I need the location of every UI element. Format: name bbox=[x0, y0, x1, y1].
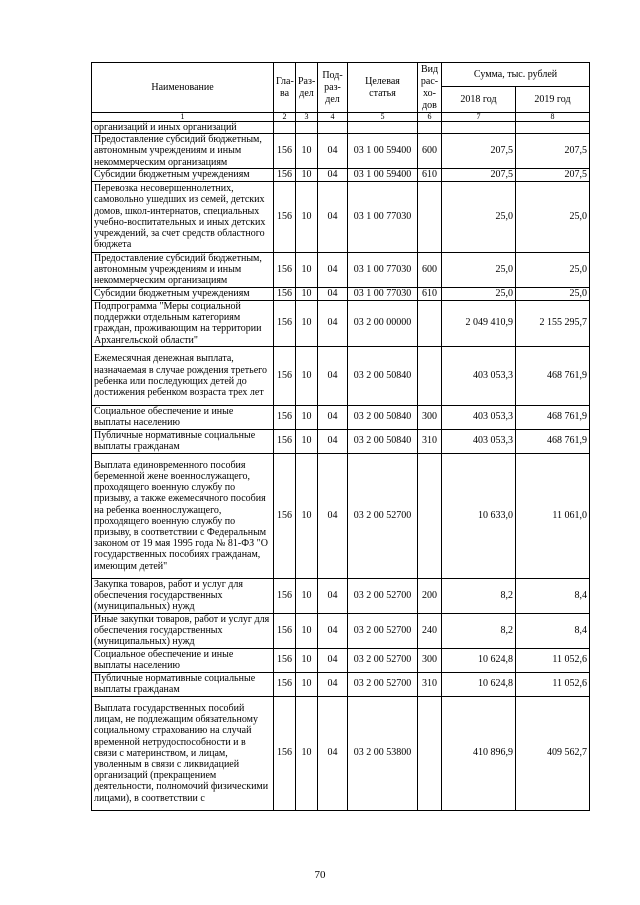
cell-podrazdel: 04 bbox=[318, 287, 348, 300]
cell-2018: 403 053,3 bbox=[442, 405, 516, 429]
column-number: 2 bbox=[274, 113, 296, 122]
table-row bbox=[92, 648, 590, 672]
cell-vid: 600 bbox=[418, 252, 442, 287]
cell-2019: 2 155 295,7 bbox=[516, 300, 590, 346]
column-number: 5 bbox=[348, 113, 418, 122]
table-row bbox=[92, 134, 590, 169]
table-header bbox=[92, 63, 590, 122]
cell-vid: 610 bbox=[418, 168, 442, 181]
cell-2018: 25,0 bbox=[442, 287, 516, 300]
cell-2018 bbox=[442, 122, 516, 134]
cell-vid: 240 bbox=[418, 613, 442, 648]
cell-name: Предоставление субсидий бюджетным, автономным учреждениям и иным некоммерческим организациям bbox=[92, 252, 274, 287]
cell-razdel: 10 bbox=[296, 300, 318, 346]
cell-target: 03 2 00 50840 bbox=[348, 405, 418, 429]
table-row bbox=[92, 613, 590, 648]
cell-vid bbox=[418, 696, 442, 810]
header-vid: Вид рас- хо- дов bbox=[418, 63, 442, 113]
cell-vid bbox=[418, 300, 442, 346]
cell-razdel: 10 bbox=[296, 613, 318, 648]
cell-glava: 156 bbox=[274, 300, 296, 346]
cell-name: Субсидии бюджетным учреждениям bbox=[92, 287, 274, 300]
table-row bbox=[92, 405, 590, 429]
cell-2019: 207,5 bbox=[516, 134, 590, 169]
cell-razdel: 10 bbox=[296, 405, 318, 429]
cell-glava: 156 bbox=[274, 429, 296, 453]
cell-podrazdel: 04 bbox=[318, 134, 348, 169]
table-row bbox=[92, 252, 590, 287]
cell-2019: 8,4 bbox=[516, 613, 590, 648]
cell-name: Субсидии бюджетным учреждениям bbox=[92, 168, 274, 181]
cell-vid bbox=[418, 346, 442, 405]
cell-razdel: 10 bbox=[296, 181, 318, 252]
cell-razdel: 10 bbox=[296, 696, 318, 810]
cell-razdel: 10 bbox=[296, 134, 318, 169]
cell-vid: 600 bbox=[418, 134, 442, 169]
cell-podrazdel: 04 bbox=[318, 300, 348, 346]
cell-target: 03 1 00 77030 bbox=[348, 287, 418, 300]
cell-name: Перевозка несовершеннолетних, самовольно ушедших из семей, детских домов, школ-интернатов, специальных учебно-воспитательных и иных детских учреждений, за счет средств областного бюджета bbox=[92, 181, 274, 252]
cell-name: Социальное обеспечение и иные выплаты населению bbox=[92, 405, 274, 429]
cell-name: Ежемесячная денежная выплата, назначаемая в случае рождения третьего ребенка или последующих детей до достижения ребенком возраста трех лет bbox=[92, 346, 274, 405]
cell-2019: 25,0 bbox=[516, 287, 590, 300]
table-row bbox=[92, 429, 590, 453]
cell-glava: 156 bbox=[274, 346, 296, 405]
cell-2018: 207,5 bbox=[442, 134, 516, 169]
cell-vid: 310 bbox=[418, 672, 442, 696]
cell-razdel: 10 bbox=[296, 453, 318, 578]
cell-target: 03 1 00 77030 bbox=[348, 181, 418, 252]
table-body bbox=[92, 122, 590, 811]
table-row bbox=[92, 696, 590, 810]
cell-2018: 10 624,8 bbox=[442, 672, 516, 696]
cell-target: 03 2 00 00000 bbox=[348, 300, 418, 346]
cell-2019: 11 052,6 bbox=[516, 648, 590, 672]
cell-target: 03 1 00 77030 bbox=[348, 252, 418, 287]
cell-podrazdel bbox=[318, 122, 348, 134]
table-row bbox=[92, 287, 590, 300]
cell-name: Закупка товаров, работ и услуг для обеспечения государственных (муниципальных) нужд bbox=[92, 578, 274, 613]
cell-2018: 25,0 bbox=[442, 252, 516, 287]
cell-target: 03 2 00 50840 bbox=[348, 429, 418, 453]
column-number: 1 bbox=[92, 113, 274, 122]
cell-vid: 300 bbox=[418, 405, 442, 429]
table-row bbox=[92, 300, 590, 346]
cell-glava: 156 bbox=[274, 168, 296, 181]
cell-target: 03 1 00 59400 bbox=[348, 134, 418, 169]
cell-glava: 156 bbox=[274, 648, 296, 672]
cell-razdel: 10 bbox=[296, 578, 318, 613]
budget-table bbox=[91, 62, 590, 811]
header-sum: Сумма, тыс. рублей bbox=[442, 63, 590, 87]
cell-razdel: 10 bbox=[296, 346, 318, 405]
cell-glava: 156 bbox=[274, 672, 296, 696]
header-glava: Гла- ва bbox=[274, 63, 296, 113]
cell-vid bbox=[418, 453, 442, 578]
cell-podrazdel: 04 bbox=[318, 578, 348, 613]
cell-2019: 11 052,6 bbox=[516, 672, 590, 696]
cell-name: Подпрограмма "Меры социальной поддержки отдельным категориям граждан, проживающим на территории Архангельской области" bbox=[92, 300, 274, 346]
cell-podrazdel: 04 bbox=[318, 453, 348, 578]
cell-vid bbox=[418, 122, 442, 134]
cell-2018: 10 624,8 bbox=[442, 648, 516, 672]
table-row bbox=[92, 672, 590, 696]
cell-vid: 200 bbox=[418, 578, 442, 613]
cell-target: 03 2 00 52700 bbox=[348, 453, 418, 578]
cell-name: Социальное обеспечение и иные выплаты населению bbox=[92, 648, 274, 672]
header-year-2018: 2018 год bbox=[442, 87, 516, 113]
cell-razdel: 10 bbox=[296, 168, 318, 181]
cell-vid: 610 bbox=[418, 287, 442, 300]
cell-2019: 11 061,0 bbox=[516, 453, 590, 578]
cell-glava: 156 bbox=[274, 252, 296, 287]
cell-glava: 156 bbox=[274, 134, 296, 169]
cell-glava: 156 bbox=[274, 613, 296, 648]
cell-2019 bbox=[516, 122, 590, 134]
column-number: 7 bbox=[442, 113, 516, 122]
column-number: 8 bbox=[516, 113, 590, 122]
cell-podrazdel: 04 bbox=[318, 696, 348, 810]
header-year-2019: 2019 год bbox=[516, 87, 590, 113]
cell-2019: 468 761,9 bbox=[516, 429, 590, 453]
cell-name: Публичные нормативные социальные выплаты гражданам bbox=[92, 429, 274, 453]
cell-2018: 403 053,3 bbox=[442, 429, 516, 453]
cell-glava: 156 bbox=[274, 405, 296, 429]
header-podrazdel: Под- раз- дел bbox=[318, 63, 348, 113]
cell-2018: 207,5 bbox=[442, 168, 516, 181]
cell-name: Выплата государственных пособий лицам, не подлежащим обязательному социальному страхованию на случай временной нетрудоспособности и в связи с материнством, и лицам, уволенным в связи с ликвидацией организаций (прекращением деятельности, полномочий физическими лицами), в соответствии с bbox=[92, 696, 274, 810]
cell-glava: 156 bbox=[274, 453, 296, 578]
cell-name: Предоставление субсидий бюджетным, автономным учреждениям и иным некоммерческим организациям bbox=[92, 134, 274, 169]
cell-target: 03 2 00 52700 bbox=[348, 578, 418, 613]
cell-vid: 300 bbox=[418, 648, 442, 672]
cell-2019: 468 761,9 bbox=[516, 405, 590, 429]
table-row bbox=[92, 346, 590, 405]
table-row bbox=[92, 122, 590, 134]
cell-podrazdel: 04 bbox=[318, 429, 348, 453]
cell-podrazdel: 04 bbox=[318, 346, 348, 405]
cell-name: Выплата единовременного пособия беременной жене военнослужащего, проходящего военную службу по призыву, а также ежемесячного пособия на ребенка военнослужащего, проходящего военную службу по призыву, в соответствии с Федеральным законом от 19 мая 1995 года № 81-ФЗ "О государственных пособиях гражданам, имеющим детей" bbox=[92, 453, 274, 578]
cell-2019: 8,4 bbox=[516, 578, 590, 613]
cell-razdel bbox=[296, 122, 318, 134]
cell-glava bbox=[274, 122, 296, 134]
cell-razdel: 10 bbox=[296, 672, 318, 696]
cell-2018: 25,0 bbox=[442, 181, 516, 252]
table-row bbox=[92, 168, 590, 181]
table-row bbox=[92, 453, 590, 578]
cell-2019: 468 761,9 bbox=[516, 346, 590, 405]
header-target: Целевая статья bbox=[348, 63, 418, 113]
cell-target: 03 2 00 50840 bbox=[348, 346, 418, 405]
cell-name: Иные закупки товаров, работ и услуг для обеспечения государственных (муниципальных) нужд bbox=[92, 613, 274, 648]
cell-podrazdel: 04 bbox=[318, 252, 348, 287]
column-number-row bbox=[92, 113, 590, 122]
cell-razdel: 10 bbox=[296, 648, 318, 672]
cell-glava: 156 bbox=[274, 287, 296, 300]
cell-podrazdel: 04 bbox=[318, 405, 348, 429]
cell-target bbox=[348, 122, 418, 134]
cell-2018: 410 896,9 bbox=[442, 696, 516, 810]
table-row bbox=[92, 578, 590, 613]
cell-target: 03 2 00 52700 bbox=[348, 648, 418, 672]
cell-podrazdel: 04 bbox=[318, 613, 348, 648]
cell-razdel: 10 bbox=[296, 252, 318, 287]
cell-2018: 2 049 410,9 bbox=[442, 300, 516, 346]
cell-name: организаций и иных организаций bbox=[92, 122, 274, 134]
header-razdel: Раз- дел bbox=[296, 63, 318, 113]
cell-2019: 25,0 bbox=[516, 181, 590, 252]
column-number: 3 bbox=[296, 113, 318, 122]
cell-2019: 25,0 bbox=[516, 252, 590, 287]
cell-2018: 8,2 bbox=[442, 578, 516, 613]
cell-podrazdel: 04 bbox=[318, 168, 348, 181]
cell-2018: 403 053,3 bbox=[442, 346, 516, 405]
cell-glava: 156 bbox=[274, 578, 296, 613]
cell-target: 03 1 00 59400 bbox=[348, 168, 418, 181]
header-name: Наименование bbox=[92, 63, 274, 113]
column-number: 4 bbox=[318, 113, 348, 122]
cell-glava: 156 bbox=[274, 181, 296, 252]
cell-2019: 409 562,7 bbox=[516, 696, 590, 810]
cell-podrazdel: 04 bbox=[318, 672, 348, 696]
cell-razdel: 10 bbox=[296, 287, 318, 300]
cell-2018: 8,2 bbox=[442, 613, 516, 648]
cell-razdel: 10 bbox=[296, 429, 318, 453]
cell-2019: 207,5 bbox=[516, 168, 590, 181]
cell-podrazdel: 04 bbox=[318, 181, 348, 252]
cell-2018: 10 633,0 bbox=[442, 453, 516, 578]
table-row bbox=[92, 181, 590, 252]
cell-glava: 156 bbox=[274, 696, 296, 810]
cell-name: Публичные нормативные социальные выплаты гражданам bbox=[92, 672, 274, 696]
cell-podrazdel: 04 bbox=[318, 648, 348, 672]
cell-vid: 310 bbox=[418, 429, 442, 453]
column-number: 6 bbox=[418, 113, 442, 122]
cell-target: 03 2 00 53800 bbox=[348, 696, 418, 810]
cell-target: 03 2 00 52700 bbox=[348, 613, 418, 648]
page-number: 70 bbox=[314, 869, 326, 881]
cell-target: 03 2 00 52700 bbox=[348, 672, 418, 696]
cell-vid bbox=[418, 181, 442, 252]
